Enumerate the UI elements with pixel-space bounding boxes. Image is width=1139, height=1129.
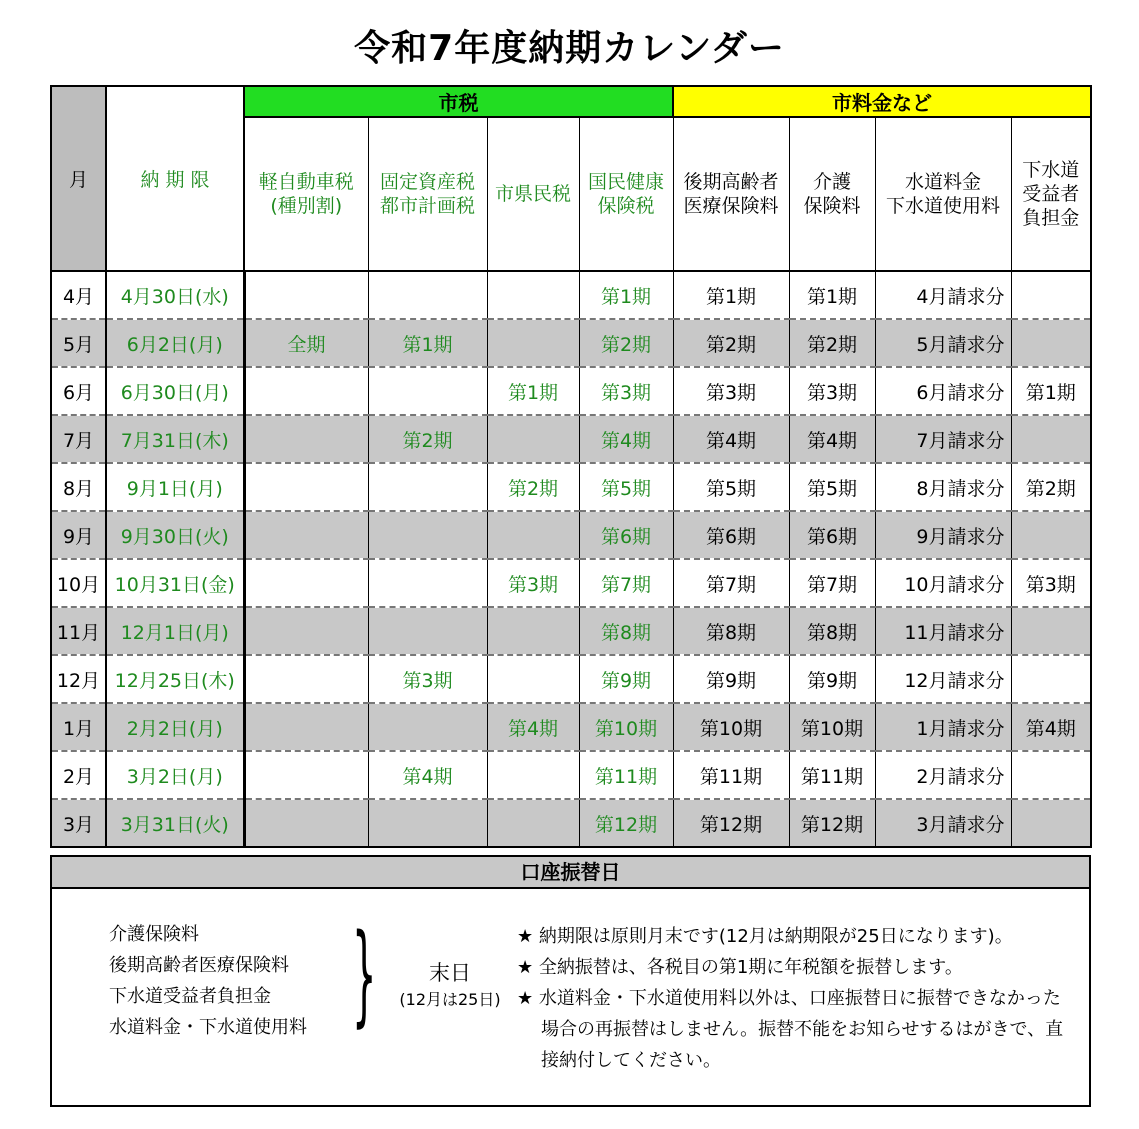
due-date-cell: 9月30日(火) [106, 511, 244, 559]
period-cell [244, 703, 368, 751]
period-cell: 第3期 [673, 367, 789, 415]
period-cell [487, 799, 579, 847]
table-row [51, 271, 1091, 319]
period-cell [368, 703, 487, 751]
period-cell: 第2期 [673, 319, 789, 367]
period-cell [368, 463, 487, 511]
month-cell: 2月 [51, 751, 106, 799]
period-cell: 第2期 [789, 319, 875, 367]
table-row [51, 607, 1091, 655]
header-column: 市県民税 [487, 117, 579, 271]
period-cell [244, 607, 368, 655]
period-cell: 第2期 [368, 415, 487, 463]
period-cell: 1月請求分 [875, 703, 1011, 751]
period-cell: 第1期 [579, 271, 673, 319]
period-cell [487, 319, 579, 367]
table-row [51, 367, 1091, 415]
brace-symbol: } [352, 910, 377, 1038]
period-cell: 3月請求分 [875, 799, 1011, 847]
period-cell: 第2期 [579, 319, 673, 367]
period-cell: 6月請求分 [875, 367, 1011, 415]
period-cell: 第1期 [1011, 367, 1091, 415]
month-cell: 9月 [51, 511, 106, 559]
header-column: 軽自動車税 (種別割) [244, 117, 368, 271]
period-cell [487, 511, 579, 559]
table-row [51, 559, 1091, 607]
period-cell: 第3期 [789, 367, 875, 415]
period-cell: 第3期 [487, 559, 579, 607]
account-transfer-heading: 口座振替日 [52, 857, 1089, 889]
header-group-fee: 市料金など [673, 86, 1091, 117]
period-cell [487, 751, 579, 799]
period-cell: 第10期 [673, 703, 789, 751]
period-cell: 第7期 [789, 559, 875, 607]
period-cell [368, 511, 487, 559]
period-cell [368, 367, 487, 415]
due-date-cell: 3月31日(火) [106, 799, 244, 847]
header-group-tax: 市税 [244, 86, 673, 117]
period-cell [1011, 751, 1091, 799]
period-cell [244, 511, 368, 559]
period-cell [244, 655, 368, 703]
due-date-cell: 3月2日(月) [106, 751, 244, 799]
header-column: 介護 保険料 [789, 117, 875, 271]
month-cell: 3月 [51, 799, 106, 847]
period-cell: 第10期 [579, 703, 673, 751]
transfer-notes [517, 921, 1077, 1076]
period-cell: 10月請求分 [875, 559, 1011, 607]
period-cell: 第1期 [487, 367, 579, 415]
period-cell: 8月請求分 [875, 463, 1011, 511]
table-row [51, 511, 1091, 559]
period-cell: 12月請求分 [875, 655, 1011, 703]
table-row [51, 415, 1091, 463]
transfer-item: 後期高齢者医療保険料 [109, 955, 289, 976]
month-cell: 10月 [51, 559, 106, 607]
period-cell: 全期 [244, 319, 368, 367]
table-row [51, 319, 1091, 367]
month-cell: 4月 [51, 271, 106, 319]
table-row [51, 703, 1091, 751]
month-cell: 6月 [51, 367, 106, 415]
page-title: 令和7年度納期カレンダー [354, 28, 785, 69]
period-cell [244, 271, 368, 319]
transfer-item: 介護保険料 [109, 924, 199, 945]
header-column: 国民健康 保険税 [579, 117, 673, 271]
transfer-day [390, 957, 510, 1010]
transfer-item-list [109, 919, 307, 1043]
month-cell: 5月 [51, 319, 106, 367]
period-cell: 第3期 [368, 655, 487, 703]
header-column: 固定資産税 都市計画税 [368, 117, 487, 271]
payment-calendar-table [50, 85, 1092, 848]
period-cell: 第1期 [673, 271, 789, 319]
period-cell [1011, 655, 1091, 703]
header-column: 後期高齢者 医療保険料 [673, 117, 789, 271]
period-cell: 第9期 [789, 655, 875, 703]
period-cell: 第5期 [579, 463, 673, 511]
period-cell: 第5期 [673, 463, 789, 511]
period-cell: 第1期 [789, 271, 875, 319]
period-cell: 第4期 [789, 415, 875, 463]
period-cell [1011, 415, 1091, 463]
header-column: 水道料金 下水道使用料 [875, 117, 1011, 271]
header-due: 納 期 限 [106, 86, 244, 271]
transfer-note: ★ 全納振替は、各税目の第1期に年税額を振替します。 [517, 957, 963, 978]
end-day-note: (12月は25日) [399, 990, 501, 1009]
period-cell: 2月請求分 [875, 751, 1011, 799]
period-cell: 7月請求分 [875, 415, 1011, 463]
period-cell: 第7期 [673, 559, 789, 607]
period-cell: 第2期 [487, 463, 579, 511]
account-transfer-box [50, 855, 1091, 1107]
period-cell: 第8期 [579, 607, 673, 655]
period-cell: 5月請求分 [875, 319, 1011, 367]
period-cell [244, 463, 368, 511]
period-cell [368, 559, 487, 607]
period-cell: 第6期 [673, 511, 789, 559]
transfer-note: ★ 納期限は原則月末です(12月は納期限が25日になります)。 [517, 926, 1013, 947]
period-cell: 第3期 [1011, 559, 1091, 607]
period-cell: 第1期 [368, 319, 487, 367]
due-date-cell: 2月2日(月) [106, 703, 244, 751]
period-cell [244, 799, 368, 847]
period-cell [1011, 607, 1091, 655]
transfer-item: 水道料金・下水道使用料 [109, 1017, 307, 1038]
period-cell [244, 559, 368, 607]
period-cell: 第2期 [1011, 463, 1091, 511]
due-date-cell: 12月25日(木) [106, 655, 244, 703]
period-cell: 第8期 [673, 607, 789, 655]
due-date-cell: 6月2日(月) [106, 319, 244, 367]
period-cell [1011, 271, 1091, 319]
period-cell [244, 751, 368, 799]
due-date-cell: 6月30日(月) [106, 367, 244, 415]
period-cell [368, 799, 487, 847]
period-cell: 第4期 [579, 415, 673, 463]
table-row [51, 799, 1091, 847]
due-date-cell: 10月31日(金) [106, 559, 244, 607]
period-cell: 第11期 [579, 751, 673, 799]
period-cell: 第3期 [579, 367, 673, 415]
period-cell: 第6期 [789, 511, 875, 559]
period-cell [368, 271, 487, 319]
due-date-cell: 4月30日(水) [106, 271, 244, 319]
header-column: 下水道 受益者 負担金 [1011, 117, 1091, 271]
period-cell: 第4期 [673, 415, 789, 463]
period-cell [1011, 799, 1091, 847]
period-cell: 第7期 [579, 559, 673, 607]
period-cell: 第10期 [789, 703, 875, 751]
period-cell [487, 271, 579, 319]
period-cell: 第5期 [789, 463, 875, 511]
month-cell: 7月 [51, 415, 106, 463]
period-cell: 第9期 [579, 655, 673, 703]
due-date-cell: 7月31日(木) [106, 415, 244, 463]
period-cell [1011, 319, 1091, 367]
period-cell [244, 415, 368, 463]
period-cell [487, 655, 579, 703]
period-cell: 9月請求分 [875, 511, 1011, 559]
period-cell: 第4期 [1011, 703, 1091, 751]
period-cell: 第4期 [368, 751, 487, 799]
period-cell: 第9期 [673, 655, 789, 703]
table-row [51, 463, 1091, 511]
header-month: 月 [51, 86, 106, 271]
month-cell: 11月 [51, 607, 106, 655]
table-row [51, 655, 1091, 703]
period-cell: 第12期 [789, 799, 875, 847]
period-cell: 11月請求分 [875, 607, 1011, 655]
period-cell: 第11期 [673, 751, 789, 799]
table-row [51, 751, 1091, 799]
end-day-label: 末日 [429, 961, 471, 985]
period-cell: 4月請求分 [875, 271, 1011, 319]
month-cell: 1月 [51, 703, 106, 751]
period-cell: 第12期 [673, 799, 789, 847]
period-cell: 第6期 [579, 511, 673, 559]
period-cell [244, 367, 368, 415]
period-cell [1011, 511, 1091, 559]
transfer-item: 下水道受益者負担金 [109, 986, 271, 1007]
transfer-note: ★ 水道料金・下水道使用料以外は、口座振替日に振替できなかった場合の再振替はしません。振替不能をお知らせするはがきで、直接納付してください。 [517, 988, 1064, 1071]
period-cell: 第11期 [789, 751, 875, 799]
period-cell [487, 607, 579, 655]
period-cell: 第4期 [487, 703, 579, 751]
month-cell: 12月 [51, 655, 106, 703]
period-cell [368, 607, 487, 655]
period-cell: 第12期 [579, 799, 673, 847]
period-cell [487, 415, 579, 463]
month-cell: 8月 [51, 463, 106, 511]
period-cell: 第8期 [789, 607, 875, 655]
due-date-cell: 9月1日(月) [106, 463, 244, 511]
due-date-cell: 12月1日(月) [106, 607, 244, 655]
